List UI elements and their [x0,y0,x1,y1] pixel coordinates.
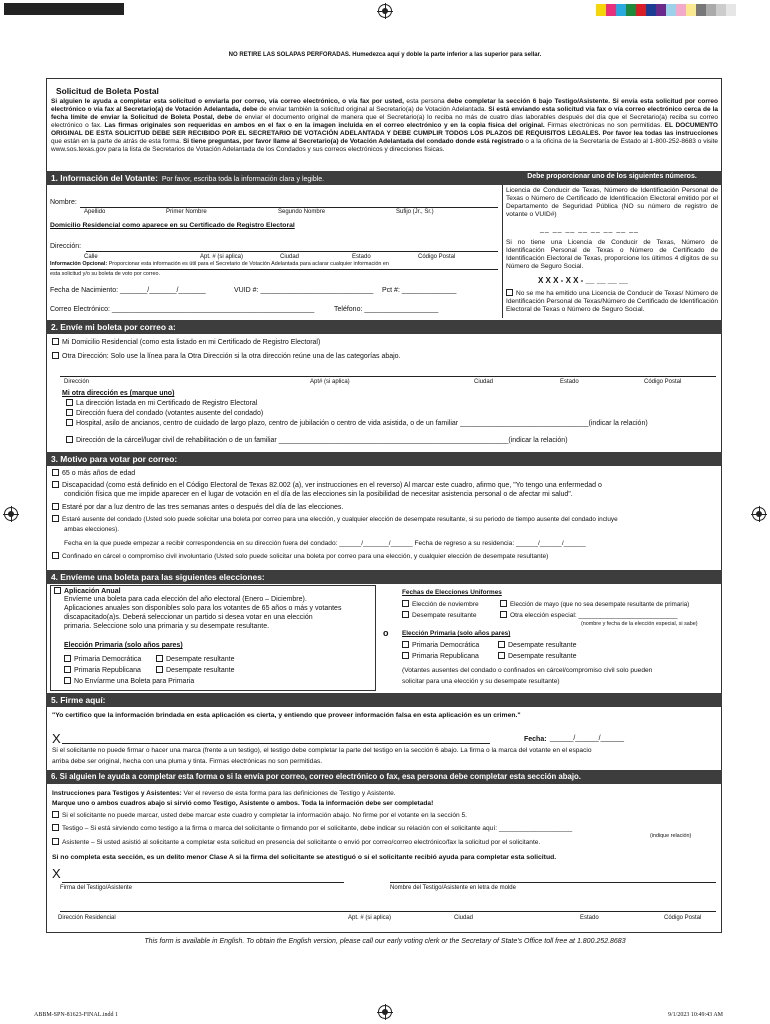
section-2-header: 2. Envíe mi boleta por correo a: [46,320,722,334]
section-5-note-1: Si el solicitante no puede firmar o hacer una marca (frente a un testigo), el testigo debe completar la parte del testigo en la sección 6 abajo. La firma o la marca del votante en el espacio [52,747,592,754]
top-notice: NO RETIRE LAS SOLAPAS PERFORADAS. Humedezca aquí y doble la parte inferior a las superior para sellar. [228,52,542,58]
color-swatch-7 [656,4,666,16]
date-label: Fecha: [524,736,547,743]
section-4-note-1: (Votantes ausentes del condado o confinados en cárcel/compromiso civil solo pueden [402,667,653,674]
vuid-field[interactable]: VUID #: _____________________________ [234,287,374,294]
left-rep-runoff-text: Desempate resultante [166,667,235,674]
form-title: Solicitud de Boleta Postal [52,84,163,98]
special-option[interactable] [500,611,678,620]
color-swatch-4 [626,4,636,16]
witness-option[interactable] [52,824,572,833]
no-id-option[interactable] [506,289,718,314]
reason-confined[interactable] [52,552,548,561]
section-3-header: 3. Motivo para votar por correo: [46,452,722,466]
left-dem-runoff-text: Desempate resultante [166,656,235,663]
assistant-text: Asistente – Si usted asistió al solicitante a completar esta solicitud en presencia del solicitante o envió por correo/correo electrónico/fax la solicitud por el solicitante. [62,839,541,846]
nov-runoff-text: Desempate resultante [412,612,477,619]
file-timestamp: 9/1/2023 10:49:43 AM [668,1012,724,1018]
ssn-text: Si no tiene una Licencia de Conducir de Texas, Número de Identificación Personal de Texas o Número de Certificado de Identificación Electoral de Texas, proporcione los últimos 4 dígitos de su Número de Seguro Social. [506,239,718,271]
no-primary-text: No Envíarme una Boleta para Primaria [74,678,195,685]
cannot-mark-checkbox[interactable] [52,811,59,818]
left-dem-checkbox[interactable] [64,655,71,662]
witness-text: Testigo – Si está sirviendo como testigo a la firma o marca del solicitante o firmando por el solicitante, debe indicar su relación con el solicitante aquí: ____________________ [62,825,573,832]
witness-checkbox[interactable] [52,824,59,831]
left-rep-runoff[interactable] [156,666,234,675]
intro-p1d: de enviar también la solicitud original al Secretario(a) de Votación Adelantada. [257,105,489,113]
color-swatch-10 [686,4,696,16]
section-1-header [46,171,502,185]
other-address-checkbox-1[interactable] [66,399,73,406]
annual-text-1: Envíeme una boleta para cada elección del año electoral (Enero – Diciembre). [64,596,307,603]
right-dem-option[interactable] [402,641,479,650]
mail-residence-option[interactable] [52,338,320,347]
reason-absent-text: Estaré ausente del condado (Usted solo puede solicitar una boleta por correo para una elección, y cualquier elección de desempate resultante, si su periodo de tiempo ausente del condado incluye [62,516,618,523]
special-checkbox[interactable] [500,611,507,618]
section-6-instructions [52,790,396,798]
section-6-mark: Marque uno o ambos cuadros abajo si sirvió como Testigo, Asistente o ambos. Toda la información debe ser completada! [52,800,434,807]
other-address-text-2: Dirección fuera del condado (votantes ausente del condado) [76,410,264,417]
section-5-header: 5. Firme aquí: [46,693,722,707]
other-address-checkbox-3[interactable] [66,419,73,426]
absent-dates-field[interactable]: Fecha en la que puede empezar a recibir correspondencia en su dirección fuera del condado: ______/_______/______ Fecha de regreso a su residencia: ______/______/______ [64,540,586,547]
mail-addr-part-zip: Código Postal [644,379,682,385]
nov-checkbox[interactable] [402,600,409,607]
mail-residence-checkbox[interactable] [52,338,59,345]
address-label: Dirección: [50,243,82,250]
applicant-date-field[interactable]: ______/______/______ [550,735,624,742]
cannot-mark-option[interactable] [52,811,467,820]
left-dem-runoff-checkbox[interactable] [156,655,163,662]
address-part-state: Estado [352,254,371,260]
mail-other-checkbox[interactable] [52,352,59,359]
color-swatch-1 [596,4,606,16]
certification-statement: "Yo certifico que la información brindada en esta aplicación es cierta, y entiendo que proveer información falsa en esta aplicación es un crimen." [52,712,521,719]
nov-runoff-checkbox[interactable] [402,611,409,618]
witness-signature-label: Firma del Testigo/Asistente [60,885,132,891]
reason-disability-text2: condición física que me impide aparecer en el lugar de votación en el día de las elecciones sin la posibilidad de necesitar asistencia personal o de afectar mi salud". [64,491,573,498]
color-swatch-11 [696,4,706,16]
may-option[interactable] [500,600,689,608]
name-part-middle: Segundo Nombre [278,209,326,215]
assistant-option[interactable] [52,838,540,847]
mail-other-option[interactable] [52,352,401,361]
reason-disability[interactable] [52,481,602,490]
section-1-divider [502,185,503,318]
english-availability-note: This form is available in English. To obtain the English version, please call our early voting clerk or the Secretary of State's Office toll free at 1.800.252.8683 [144,938,626,945]
left-dem-option[interactable] [64,655,141,664]
section-5-note-2: arriba debe ser original, hecha con una pluma y tinta. Firmas electrónicas no son permitidas. [52,758,323,765]
misdemeanor-warning: Si no completa esta sección, es un delito menor Clase A si la firma del solicitante se atestiguó o si el solicitante recibió ayuda para completar esta solicitud. [52,854,557,861]
witness-name-label: Nombre del Testigo/Asistente en letra de molde [390,885,516,891]
optional-info-label: Información Opcional: [50,261,108,267]
right-rep-runoff-checkbox[interactable] [498,652,505,659]
address-part-city: Ciudad [280,254,300,260]
name-part-suffix: Sufijo (Jr., Sr.) [396,209,434,215]
witness-addr-part-apt: Apt. # (si aplica) [348,915,392,921]
right-dem-runoff[interactable] [498,641,576,650]
intro-p1g: Las firmas originales son requeridas en ambos en el fax o en la imagen incluida en el correo electrónico y en la copia física del original. [104,121,545,129]
other-address-checkbox-4[interactable] [66,436,73,443]
reason-absent-checkbox[interactable] [52,515,59,522]
right-rep-runoff-text: Desempate resultante [508,653,577,660]
annual-text-3: discapacitado(a)s. Deberá seleccionar un partido si desea votar en una elección [64,614,313,621]
section-1-subtitle: Por favor, escriba toda la información clara y legible. [161,176,325,183]
color-swatch-5 [636,4,646,16]
primary-right-heading: Elección Primaria (solo años pares) [402,630,511,637]
color-swatch-2 [606,4,616,16]
nov-runoff-option[interactable] [402,611,477,620]
section-1-right-header: Debe proporcionar uno de los siguientes números. [502,171,722,185]
other-address-option-3[interactable] [66,419,648,428]
or-label: o [383,628,389,638]
left-rep-checkbox[interactable] [64,666,71,673]
right-dem-runoff-text: Desempate resultante [508,642,577,649]
intro-p1e: Si está enviando esta solicitud vía fax o vía correo electrónico cerca de la fecha límite de enviar la Solicitud de Boleta Postal, debe [51,105,718,121]
special-text: Otra elección especial: ___________________________ [510,612,678,619]
registration-mark-bottom [378,1005,392,1019]
applicant-x-mark: X [52,731,61,746]
mail-addr-part-city: Ciudad [474,379,494,385]
email-field[interactable]: Correo Electrónico: ____________________________________________________ [50,306,315,313]
other-address-text-4: Dirección de la cárcel/lugar civil de rehabilitación o de un familiar ___________________________________________________________(indicar la relación) [76,437,568,444]
registration-mark-left [4,507,18,521]
may-text: Elección de mayo (que no sea desempate resultante de primaria) [510,601,690,608]
optional-info [50,261,389,267]
annual-text-4: primaria. Seleccione solo una primaria y su desempate resultante. [64,623,270,630]
witness-name-field[interactable] [390,882,716,883]
no-primary-checkbox[interactable] [64,677,71,684]
right-dem-runoff-checkbox[interactable] [498,641,505,648]
other-address-text-1: La dirección listada en mi Certificado de Registro Electoral [76,400,258,407]
mail-addr-part-state: Estado [560,379,579,385]
reason-birth-checkbox[interactable] [52,503,59,510]
mail-addr-part-street: Dirección [64,379,90,385]
mail-residence-text: Mi Domicilio Residencial (como esta listado en mi Certificado de Registro Electoral) [62,339,321,346]
color-bar [596,4,736,16]
reason-disability-checkbox[interactable] [52,481,59,488]
special-note: (nombre y fecha de la elección especial, si sabe) [581,621,698,627]
name-field[interactable] [80,207,498,208]
left-rep-option[interactable] [64,666,141,675]
residence-heading: Domicilio Residencial como aparece en su Certificado de Registro Electoral [50,222,295,229]
address-part-zip: Código Postal [418,254,456,260]
reason-age-checkbox[interactable] [52,469,59,476]
intro-p1c: debe completar la sección 6 bajo Testigo/Asistente. Si envía esta solicitud por correo electrónico o vía fax al Secretario(a) de Votación Adelantada, debe [51,98,718,113]
intro-p1h: Firmas electrónicas no son permitidas. [544,121,665,129]
right-rep-text: Primaria Republicana [412,653,479,660]
left-dem-text: Primaria Democrática [74,656,142,663]
instructions-label: Instrucciones para Testigos y Asistentes: [52,790,182,797]
other-address-checkbox-2[interactable] [66,409,73,416]
residence-address-field[interactable] [86,251,498,252]
phone-field[interactable]: Teléfono: ___________________ [334,306,439,313]
witness-addr-part-street: Dirección Residencial [58,915,116,921]
intro-paragraph [51,98,718,153]
intro-p1j: que están en la parte de atrás de esta forma. [51,137,183,145]
reason-birth[interactable] [52,503,343,512]
color-swatch-6 [646,4,656,16]
address-part-street: Calle [84,254,98,260]
reason-age[interactable] [52,469,135,478]
uniform-heading: Fechas de Elecciones Uniformes [402,589,502,596]
annual-checkbox[interactable] [54,587,61,594]
no-id-checkbox[interactable] [506,289,513,296]
instructions-text: Ver el reverso de esta forma para las definiciones de Testigo y Asistente. [181,790,396,797]
right-rep-option[interactable] [402,652,479,661]
witness-relation-note: (indique relación) [650,833,692,839]
crop-bar-left [4,3,124,15]
section-4-header: 4. Envíeme una boleta para las siguientes elecciones: [46,570,722,584]
right-dem-checkbox[interactable] [402,641,409,648]
right-rep-runoff[interactable] [498,652,576,661]
primary-left-heading: Elección Primaria (solo años pares) [64,642,183,649]
pct-field[interactable]: Pct #: ______________ [382,287,457,294]
right-rep-checkbox[interactable] [402,652,409,659]
no-id-text: No se me ha emitido una Licencia de Conducir de Texas/ Número de Identificación Personal de Texas/Número de Certificado de Identificación Electoral de Texas o Número de Seguro Social. [506,290,718,314]
name-label: Nombre: [50,199,77,206]
mail-other-text: Otra Dirección: Solo use la línea para la Otra Dirección si la otra dirección reúne una de las categorías abajo. [62,353,401,360]
registration-mark-top [378,4,392,18]
section-1-title: 1. Información del Votante: [51,173,158,183]
reason-absent-text2: ambas elecciones). [64,526,120,533]
color-swatch-8 [666,4,676,16]
other-address-option-2[interactable] [66,409,263,418]
may-checkbox[interactable] [500,600,507,607]
intro-p1b: esta persona [403,98,448,105]
section-4-note-2: solicitar para una elección y su desempate resultante) [402,678,560,685]
name-part-first: Primer Nombre [166,209,207,215]
dob-field[interactable]: Fecha de Nacimiento: _______/_______/_______ [50,287,206,294]
section-6-header: 6. Si alguien le ayuda a completar esta forma o si la envía por correo, correo electrónico o fax, esa persona debe completar esta sección abajo. [46,770,722,784]
reason-confined-text: Confinado en cárcel o compromiso civil involuntario (Usted solo puede solicitar una boleta por correo para una elección, y cualquier elección de desempate resultante) [62,553,549,560]
intro-p1a: Si alguien le ayuda a completar esta solicitud o enviarla por correo, vía correo electrónico, o vía fax por usted, [51,98,404,105]
intro-p1l: o a la oficina de la Secretaría de Estado al 1-800-252-8683 o visite www.sos.texas.gov para la lista de Secretarios de Votación Adelantada de los Condados y sus correos electrónicos y direcciones físicas. [51,137,718,153]
color-swatch-13 [716,4,726,16]
reason-absent[interactable] [52,515,618,524]
witness-signature-field[interactable] [62,882,344,883]
color-swatch-12 [706,4,716,16]
address-part-apt: Apt. # (si aplica) [200,254,244,260]
optional-info-field[interactable] [50,269,498,270]
color-swatch-14 [726,4,736,16]
other-address-text-3: Hospital, asilo de ancianos, centro de cuidado de largo plazo, centro de jubilación o centro de vida asistida, o de un familiar _________________________________(indicar la relación) [76,420,648,427]
id-number-field[interactable]: __ __ __ __ __ __ __ __ [540,226,639,233]
mail-other-address-field[interactable] [60,376,716,377]
witness-address-field[interactable] [60,911,716,912]
left-rep-text: Primaria Republicana [74,667,141,674]
cannot-mark-text: Si el solicitante no puede marcar, usted debe marcar este cuadro y completar la información abajo. No firme por el votante en la sección 5. [62,812,467,819]
nov-text: Elección de noviembre [412,601,479,608]
reason-disability-text: Discapacidad (como está definido en el Código Electoral de Texas 82.002 (a), ver instrucciones en el reverso) Al marcar este cuadro, afirmo que, "Yo tengo una enfermedad o [62,482,602,489]
intro-p1i: EL DOCUMENTO ORIGINAL DE ESTA SOLICITUD DEBE SER RECIBIDO POR EL SECRETARIO DE VOTACIÓN ADELANTADA Y DEBE CUMPLIR TODOS LOS PLAZOS DE REQUISITOS LEGALES. Por favor lea todas las instrucciones [51,121,718,137]
intro-p1k: Si tiene preguntas, por favor llame al Secretario(a) de Votación Adelantada del condado donde está registrado [182,137,524,145]
no-primary-option[interactable] [64,677,194,686]
annual-option[interactable] [54,587,121,596]
registration-mark-right [752,507,766,521]
intro-p1f: de enviar el documento original de manera que el Secretario(a) lo reciba no más de cuatro días laborables después del día que el Secretario(a) reciba su correo electrónico o fax. [51,113,718,129]
other-address-option-4[interactable] [66,436,568,445]
witness-x-mark: X [52,866,61,881]
reason-age-text: 65 o más años de edad [62,470,136,477]
applicant-signature-field[interactable] [62,743,490,744]
mail-addr-part-apt: Apt# (si aplica) [310,379,350,385]
witness-addr-part-zip: Código Postal [664,915,702,921]
reason-birth-text: Estaré por dar a luz dentro de las tres semanas antes o después del día de las elecciones. [62,504,344,511]
name-part-surname: Apellido [84,209,106,215]
other-address-heading: Mi otra dirección es (marque uno) [62,390,175,397]
color-swatch-9 [676,4,686,16]
witness-addr-part-state: Estado [580,915,599,921]
color-swatch-3 [616,4,626,16]
file-name: ABBM-SPN-81623-FINAL.indd 1 [34,1012,119,1018]
nov-option[interactable] [402,600,479,609]
annual-text-2: Aplicaciones anuales son disponibles solo para los votantes de 65 años o más y votantes [64,605,342,612]
assistant-checkbox[interactable] [52,838,59,845]
optional-info-text2: esta solicitud y/o su boleta de voto por correo. [50,271,160,277]
optional-info-text: Proporcionar esta información es útil para el Secretario de Votación Adelantada para aclarar cualquier información en [107,261,389,267]
other-address-option-1[interactable] [66,399,257,408]
annual-label: Aplicación Anual [64,588,121,595]
right-dem-text: Primaria Democrática [412,642,480,649]
id-text: Licencia de Conducir de Texas, Número de Identificación Personal de Texas o Número de Certificado de Identificación Electoral emitido por el Departamento de Seguridad Pública (NO su número de registro de votante o VUID#) [506,187,718,219]
left-rep-runoff-checkbox[interactable] [156,666,163,673]
ssn-field[interactable]: X X X - X X - __ __ __ __ [538,276,628,285]
witness-addr-part-city: Ciudad [454,915,474,921]
left-dem-runoff[interactable] [156,655,234,664]
reason-confined-checkbox[interactable] [52,552,59,559]
